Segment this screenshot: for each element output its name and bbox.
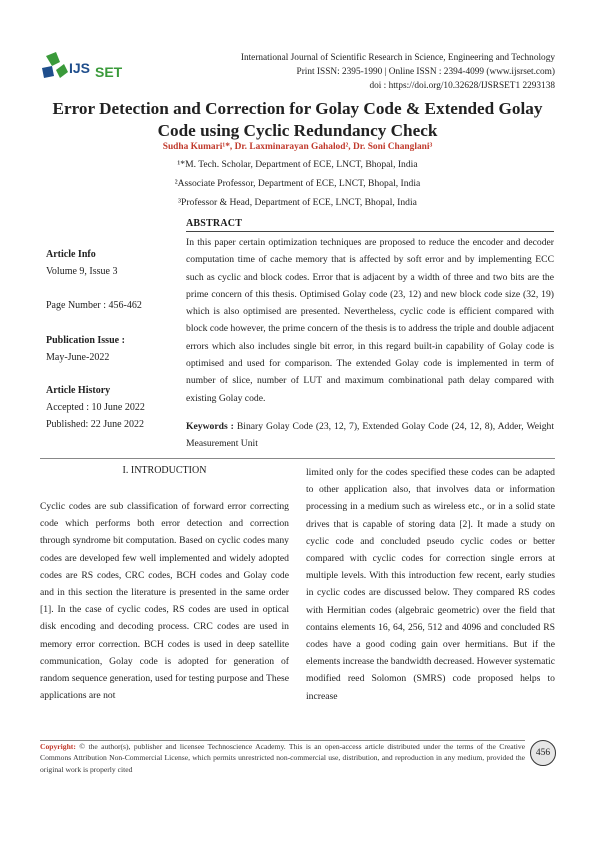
article-history-heading: Article History xyxy=(46,385,111,396)
copyright-footer xyxy=(40,741,525,775)
paper-title: Error Detection and Correction for Golay Code & Extended Golay Code using Cyclic Redundancy Check xyxy=(52,99,543,140)
volume-issue: Volume 9, Issue 3 xyxy=(46,266,118,277)
header-divider xyxy=(40,458,555,459)
keywords-text: Binary Golay Code (23, 12, 7), Extended Golay Code (24, 12, 8), Adder, Weight Measurement Unit xyxy=(186,421,555,450)
journal-header xyxy=(195,52,555,93)
logo-ij-text: IJS xyxy=(69,60,91,76)
page-number-badge: 456 xyxy=(530,740,556,766)
keywords xyxy=(186,418,554,453)
keywords-label: Keywords : xyxy=(186,421,234,432)
journal-logo xyxy=(40,48,135,88)
accepted-date: Accepted : 10 June 2022 xyxy=(46,402,145,413)
journal-issn: Print ISSN: 2395-1990 | Online ISSN : 2394-4099 (www.ijsrset.com) xyxy=(296,66,555,77)
paper-authors: Sudha Kumari¹*, Dr. Laxminarayan Gahalod², Dr. Soni Changlani³ xyxy=(162,142,433,152)
body-column-right: limited only for the codes specified these codes can be adapted to other application also, that involves data or information processing in a medium such as wireless etc., or in a solid state drives that is capable of storing data [2]. It made a study on cyclic code and concluded pseudo cyclic codes or better compared with cyclic codes for correction single errors at multiple levels. With this introduction few recent, early studies in cyclic codes are discussed below. They compared RS codes with Hermitian codes (algebraic geometric) over the field that contains elements 16, 64, 256, 512 and 4096 and concluded RS codes have a good coding gain over hermitians. But if the elements increase the bandwidth decreased. However systematic modified reed Solomon (SMRS) code proposed helps to increase xyxy=(306,467,555,702)
abstract-heading: ABSTRACT xyxy=(186,218,243,229)
body-column-left: Cyclic codes are sub classification of forward error correcting code which performs both error detection and correction through syndrome bit computation. Based on cyclic codes many codes are developed few well implemented and widely adopted codes are RS codes, CRC codes, BCH codes and Golay code and in this section the literature is presented in the same order [1]. In the case of cyclic codes, RS codes are used in optical disk encoding and decoding process. CRC codes are used in memory error correction. BCH codes is used in deep satellite communication, Golay code is adopted for generation of random sequence generation, used for testing purpose and These applications are not xyxy=(40,501,289,702)
abstract-divider xyxy=(186,231,554,232)
affiliation-1: ¹*M. Tech. Scholar, Department of ECE, LNCT, Bhopal, India xyxy=(177,159,418,170)
logo-emblem-icon xyxy=(42,52,68,78)
logo-set-text: SET xyxy=(95,64,123,80)
page-number-range: Page Number : 456-462 xyxy=(46,300,142,311)
journal-doi[interactable]: doi : https://doi.org/10.32628/IJSRSET1 2293138 xyxy=(369,80,555,91)
article-info-heading: Article Info xyxy=(46,249,96,260)
affiliation-3: ³Professor & Head, Department of ECE, LNCT, Bhopal, India xyxy=(178,197,417,208)
journal-name: International Journal of Scientific Research in Science, Engineering and Technology xyxy=(240,53,555,63)
copyright-text: © the author(s), publisher and licensee Technoscience Academy. This is an open-access article distributed under the terms of the Creative Commons Attribution Non-Commercial License, which permits unrestricted non-commercial use, distribution, and reproduction in any medium, provided the original work is properly cited xyxy=(40,742,525,774)
copyright-label: Copyright: xyxy=(40,742,76,751)
section-heading-introduction: I. INTRODUCTION xyxy=(122,465,207,476)
published-date: Published: 22 June 2022 xyxy=(46,419,145,430)
affiliation-2: ²Associate Professor, Department of ECE, LNCT, Bhopal, India xyxy=(174,178,421,189)
affiliations xyxy=(40,155,555,212)
abstract-text: In this paper certain optimization techniques are proposed to reduce the encoder and decoder computation time of cache memory that is affected by soft error and by implementing ECC such as cyclic and block codes. Error that is adjacent by a width of three and two bits are the prime concern of this thesis. Optimised Golay code (23, 12) and new block code size (32, 19) which is also optimised are presented. Nevertheless, cyclic code is efficient compared with block code however, the prime concern of the thesis is to address the triple and double adjacent errors which also includes single bit error, in this regard built-in capability of Golay code is optimised and used for comparison. The extended Golay code is implemented in term of number of slice, number of LUT and maximum combinational path delay compared with existing Golay code. xyxy=(186,237,554,404)
publication-issue-heading: Publication Issue : xyxy=(46,335,125,346)
publication-issue: May-June-2022 xyxy=(46,352,110,363)
